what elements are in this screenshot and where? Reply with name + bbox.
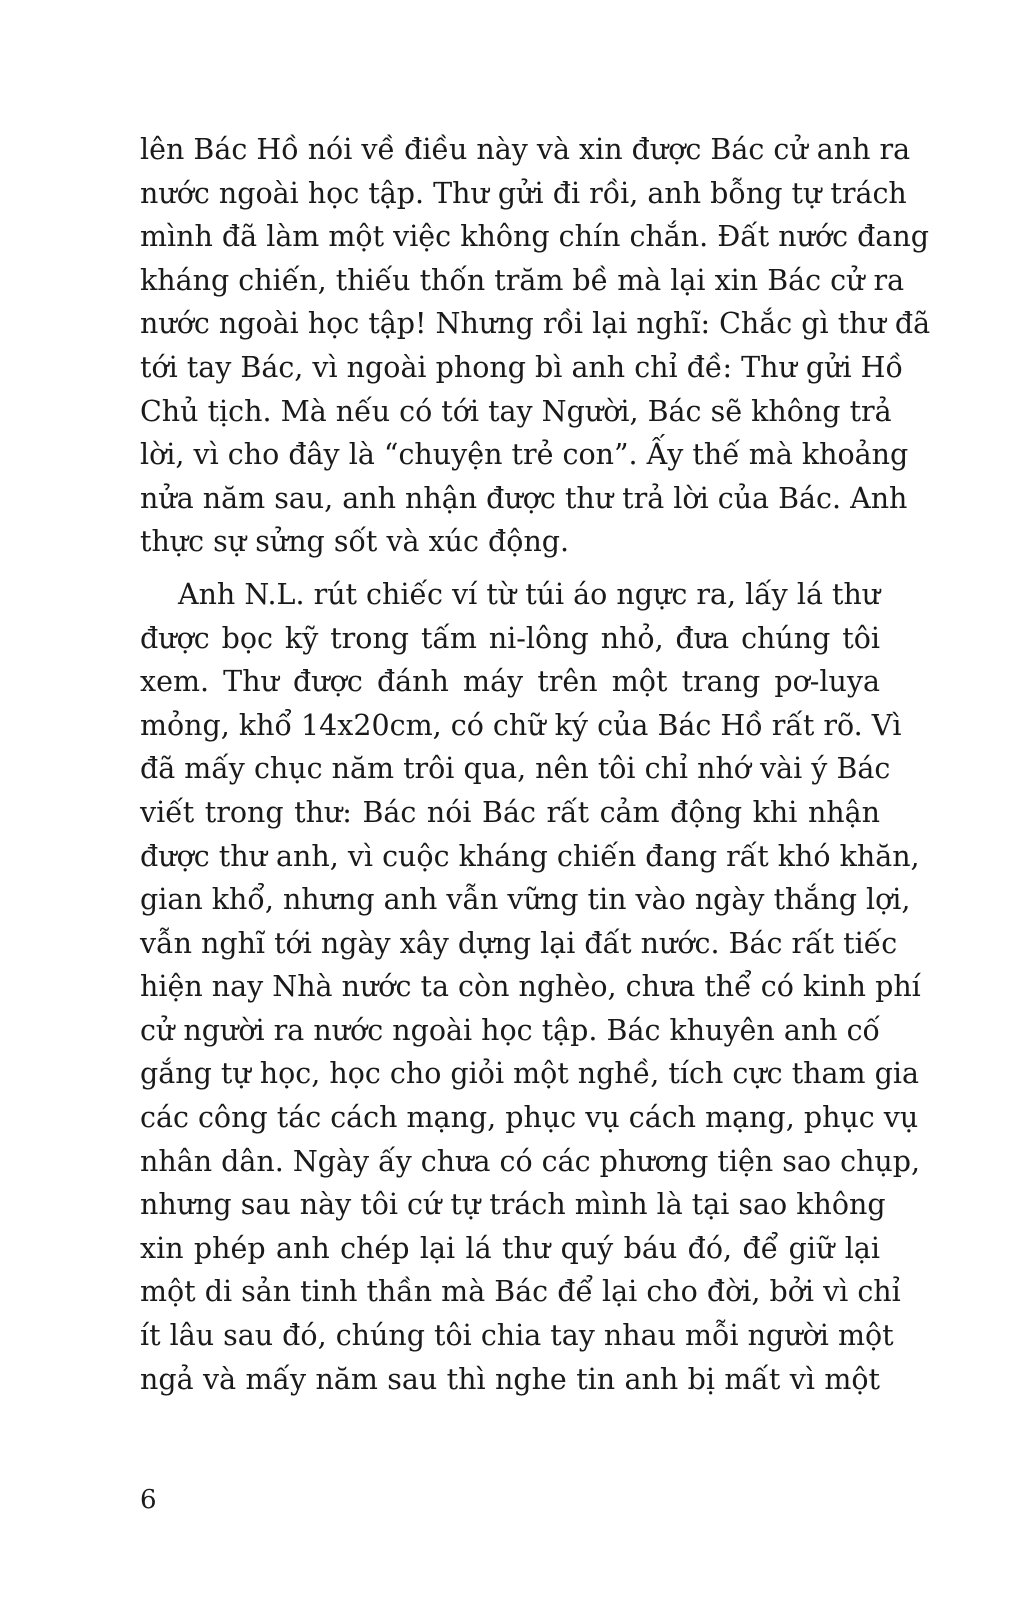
text-line: ngả và mấy năm sau thì nghe tin anh bị mất vì một — [140, 1362, 880, 1396]
text-line: một di sản tinh thần mà Bác để lại cho đời, bởi vì chỉ — [140, 1275, 901, 1309]
page-body — [140, 128, 931, 1401]
paragraph-2 — [140, 573, 921, 1401]
paragraph-1 — [140, 128, 931, 564]
text-line: ít lâu sau đó, chúng tôi chia tay nhau mỗi người một — [140, 1319, 894, 1353]
text-line: mỏng, khổ 14x20cm, có chữ ký của Bác Hồ rất rõ. Vì — [140, 708, 902, 742]
text-line: cử người ra nước ngoài học tập. Bác khuyên anh cố — [140, 1013, 880, 1047]
text-line: nhân dân. Ngày ấy chưa có các phương tiện sao chụp, — [140, 1144, 921, 1178]
text-line: đã mấy chục năm trôi qua, nên tôi chỉ nhớ vài ý Bác — [140, 752, 891, 786]
text-line: nước ngoài học tập! Nhưng rồi lại nghĩ: Chắc gì thư đã — [140, 307, 931, 341]
text-line: lời, vì cho đây là “chuyện trẻ con”. Ấy thế mà khoảng — [140, 438, 909, 472]
paragraph-gap — [140, 564, 880, 573]
text-line: lên Bác Hồ nói về điều này và xin được Bác cử anh ra — [140, 133, 911, 166]
text-line: mình đã làm một việc không chín chắn. Đất nước đang — [140, 220, 929, 254]
text-line: vẫn nghĩ tới ngày xây dựng lại đất nước. Bác rất tiếc — [140, 926, 898, 960]
text-line: gắng tự học, học cho giỏi một nghề, tích cực tham gia — [140, 1057, 919, 1091]
text-line: viết trong thư: Bác nói Bác rất cảm động khi nhận — [140, 795, 880, 829]
text-line: thực sự sửng sốt và xúc động. — [140, 525, 570, 559]
text-line: được thư anh, vì cuộc kháng chiến đang rất khó khăn, — [140, 839, 920, 873]
text-line: nửa năm sau, anh nhận được thư trả lời của Bác. Anh — [140, 481, 908, 515]
text-line: Chủ tịch. Mà nếu có tới tay Người, Bác sẽ không trả — [140, 394, 892, 428]
text-line: kháng chiến, thiếu thốn trăm bề mà lại xin Bác cử ra — [140, 263, 905, 297]
text-line: hiện nay Nhà nước ta còn nghèo, chưa thể có kinh phí — [140, 970, 921, 1004]
text-line: xem. Thư được đánh máy trên một trang pơ-luya — [140, 665, 880, 699]
text-line: tới tay Bác, vì ngoài phong bì anh chỉ đề: Thư gửi Hồ — [140, 350, 903, 384]
text-line: nhưng sau này tôi cứ tự trách mình là tại sao không — [140, 1188, 886, 1222]
text-line: được bọc kỹ trong tấm ni-lông nhỏ, đưa chúng tôi — [140, 621, 880, 655]
text-line: các công tác cách mạng, phục vụ cách mạng, phục vụ — [140, 1101, 919, 1135]
text-line: xin phép anh chép lại lá thư quý báu đó, để giữ lại — [140, 1231, 880, 1265]
page-number: 6 — [140, 1485, 157, 1515]
text-line: Anh N.L. rút chiếc ví từ túi áo ngực ra, lấy lá thư — [178, 577, 881, 611]
text-line: nước ngoài học tập. Thư gửi đi rồi, anh bỗng tự trách — [140, 176, 907, 210]
text-line: gian khổ, nhưng anh vẫn vững tin vào ngày thắng lợi, — [140, 883, 911, 917]
